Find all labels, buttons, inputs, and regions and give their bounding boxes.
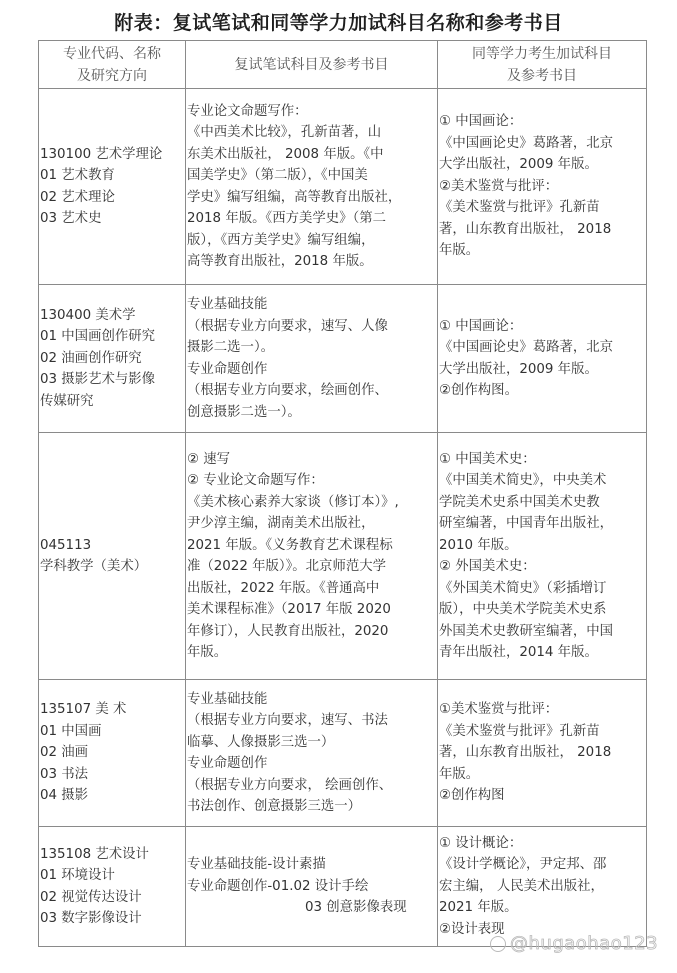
exam-cell [186, 827, 438, 947]
extra-cell [438, 285, 647, 433]
extra-cell [438, 433, 647, 680]
extra-line: ②创作构图。 [439, 383, 518, 398]
extra-line: ② 外国美术史： [439, 559, 536, 574]
extra-cell [438, 89, 647, 285]
extra-line: ① 中国画论： [439, 114, 523, 130]
exam-line: 版），《西方美学史》编写组编， [187, 232, 375, 248]
exam-line: 《美术核心素养大家谈（修订本）》, [187, 494, 399, 510]
exam-line: 临摹、人像摄影三选一） [187, 734, 335, 750]
major-line: 02 油画创作研究 [40, 350, 142, 366]
exam-line: 摄影二选一）。 [187, 340, 275, 355]
exam-line: ② 速写 [187, 451, 231, 467]
watermark-text: @hugaohao123 [510, 933, 659, 954]
weibo-logo-icon [490, 936, 506, 952]
major-cell [39, 285, 186, 433]
exam-line: 学史》编写组编，高等教育出版社， [187, 189, 402, 205]
extra-line: 大学出版社，2009 年版。 [439, 361, 598, 377]
extra-line: ②美术鉴赏与批评： [439, 178, 559, 194]
exam-line: 书法创作、创意摄影三选一） [187, 799, 362, 814]
major-line: 03 数字影像设计 [40, 911, 142, 926]
extra-line: 《设计学概论》，尹定邦、邵 [439, 857, 607, 873]
major-cell [39, 680, 186, 827]
major-cell [39, 89, 186, 285]
exam-line: （根据专业方向要求， 绘画创作、 [187, 777, 393, 793]
exam-line: 专业命题创作 [187, 756, 268, 771]
extra-cell [438, 827, 647, 947]
major-line: 02 艺术理论 [40, 189, 115, 205]
extra-line: 《美术鉴赏与批评》孔新苗 [439, 723, 600, 739]
extra-line: 2021 年版。 [439, 900, 518, 916]
extra-line: 外国美术史教研室编著，中国 [439, 623, 614, 639]
extra-line: 《外国美术简史》（彩插增订 [439, 580, 607, 596]
major-line: 130100 艺术学理论 [40, 146, 163, 162]
exam-line: 专业基础技能 [187, 297, 268, 312]
major-line: 01 中国画创作研究 [40, 329, 156, 345]
header-extra-line: 同等学力考生加试科目 [472, 45, 612, 62]
major-line: 03 书法 [40, 766, 89, 782]
exam-line: 专业命题创作 [187, 361, 268, 377]
major-line: 03 摄影艺术与影像 [40, 372, 156, 388]
major-line: 04 摄影 [40, 788, 89, 804]
extra-line: ① 设计概论： [439, 835, 523, 851]
extra-line: 著，山东教育出版社， 2018 [439, 221, 612, 237]
header-major-line: 专业代码、名称 [63, 45, 161, 62]
extra-line: 宏主编， 人民美术出版社， [439, 878, 604, 894]
table-row [39, 433, 647, 680]
exam-line: 创意摄影二选一）。 [187, 404, 301, 420]
extra-line: 《中国画论史》葛路著，北京 [439, 135, 614, 151]
major-line: 045113 [40, 537, 92, 553]
exam-line: 年版。 [187, 645, 228, 660]
exam-line: （根据专业方向要求，绘画创作、 [187, 383, 388, 398]
exam-line: 尹少淳主编，湖南美术出版社， [187, 516, 375, 531]
exam-line: 高等教育出版社，2018 年版。 [187, 254, 373, 269]
exam-line: 出版社，2022 年版。《普通高中 [187, 580, 380, 596]
header-extra [438, 41, 647, 89]
major-line: 01 中国画 [40, 723, 102, 739]
exam-line: 专业论文命题写作： [187, 103, 308, 119]
exam-line: 2018 年版。《西方美学史》（第二 [187, 211, 387, 226]
extra-line: 《美术鉴赏与批评》孔新苗 [439, 200, 600, 216]
major-line: 02 视觉传达设计 [40, 889, 142, 905]
table-row [39, 680, 647, 827]
major-line: 135107 美 术 [40, 702, 127, 718]
exam-line: ② 专业论文命题写作： [187, 473, 324, 488]
major-line: 01 艺术教育 [40, 168, 115, 183]
major-line: 01 环境设计 [40, 868, 115, 883]
major-cell [39, 827, 186, 947]
major-cell [39, 433, 186, 680]
exam-line: （根据专业方向要求，速写、书法 [187, 713, 388, 728]
major-line: 130400 美术学 [40, 307, 136, 323]
header-major [39, 41, 186, 89]
major-line: 135108 艺术设计 [40, 846, 149, 862]
header-major-line: 及研究方向 [77, 67, 147, 84]
extra-line: 版），中央美术学院美术史系 [439, 602, 607, 617]
exam-line: 美术课程标准》（2017 年版 2020 [187, 602, 391, 617]
extra-line: ① 中国画论： [439, 318, 523, 334]
watermark [490, 933, 658, 954]
extra-cell [438, 680, 647, 827]
header-extra-line: 及参考书目 [507, 67, 577, 84]
major-line: 学科教学（美术） [40, 559, 148, 574]
extra-line: 年版。 [439, 243, 480, 259]
table-row [39, 285, 647, 433]
exam-cell [186, 285, 438, 433]
exam-line: 国美学史》（第二版），《中国美 [187, 168, 368, 183]
extra-line: 《中国画论史》葛路著，北京 [439, 340, 614, 355]
exam-line: 东美术出版社， 2008 年版。《中 [187, 146, 384, 162]
header-exam [186, 41, 438, 89]
exam-cell [186, 89, 438, 285]
major-line: 传媒研究 [40, 393, 94, 409]
table-row [39, 827, 647, 947]
table-header-row [39, 41, 647, 89]
exam-cell [186, 433, 438, 680]
major-line: 02 油画 [40, 745, 89, 761]
extra-line: 学院美术史系中国美术史教 [439, 494, 600, 510]
exam-line: 专业命题创作-01.02 设计手绘 [187, 878, 369, 894]
extra-line: 青年出版社，2014 年版。 [439, 645, 598, 660]
exam-line: 《中西美术比较》，孔新苗著，山 [187, 125, 382, 140]
extra-line: 年版。 [439, 766, 480, 782]
extra-line: ① 中国美术史： [439, 451, 536, 467]
document-title: 附表：复试笔试和同等学力加试科目名称和参考书目 [114, 12, 563, 34]
exam-line: 专业基础技能-设计素描 [187, 857, 326, 873]
extra-line: 2010 年版。 [439, 537, 518, 553]
exam-cell [186, 680, 438, 827]
extra-line: 研室编著，中国青年出版社， [439, 516, 614, 531]
exam-subjects-table [38, 40, 647, 947]
exam-line: 03 创意影像表现 [305, 900, 407, 916]
exam-line: 年修订），人民教育出版社，2020 [187, 623, 389, 639]
extra-line: 《中国美术简史》，中央美术 [439, 473, 607, 488]
table-row [39, 89, 647, 285]
extra-line: 大学出版社，2009 年版。 [439, 157, 598, 173]
exam-line: 准（2022 年版）》。北京师范大学 [187, 559, 387, 574]
exam-line: 专业基础技能 [187, 691, 268, 707]
extra-line: ②创作构图 [439, 788, 505, 804]
major-line: 03 艺术史 [40, 211, 102, 226]
extra-line: ①美术鉴赏与批评： [439, 702, 559, 718]
exam-line: （根据专业方向要求，速写、人像 [187, 318, 388, 334]
exam-line: 2021 年版。《义务教育艺术课程标 [187, 537, 393, 553]
header-exam-line: 复试笔试科目及参考书目 [234, 56, 389, 73]
extra-line: ②设计表现 [439, 921, 505, 937]
extra-line: 著，山东教育出版社， 2018 [439, 745, 612, 761]
